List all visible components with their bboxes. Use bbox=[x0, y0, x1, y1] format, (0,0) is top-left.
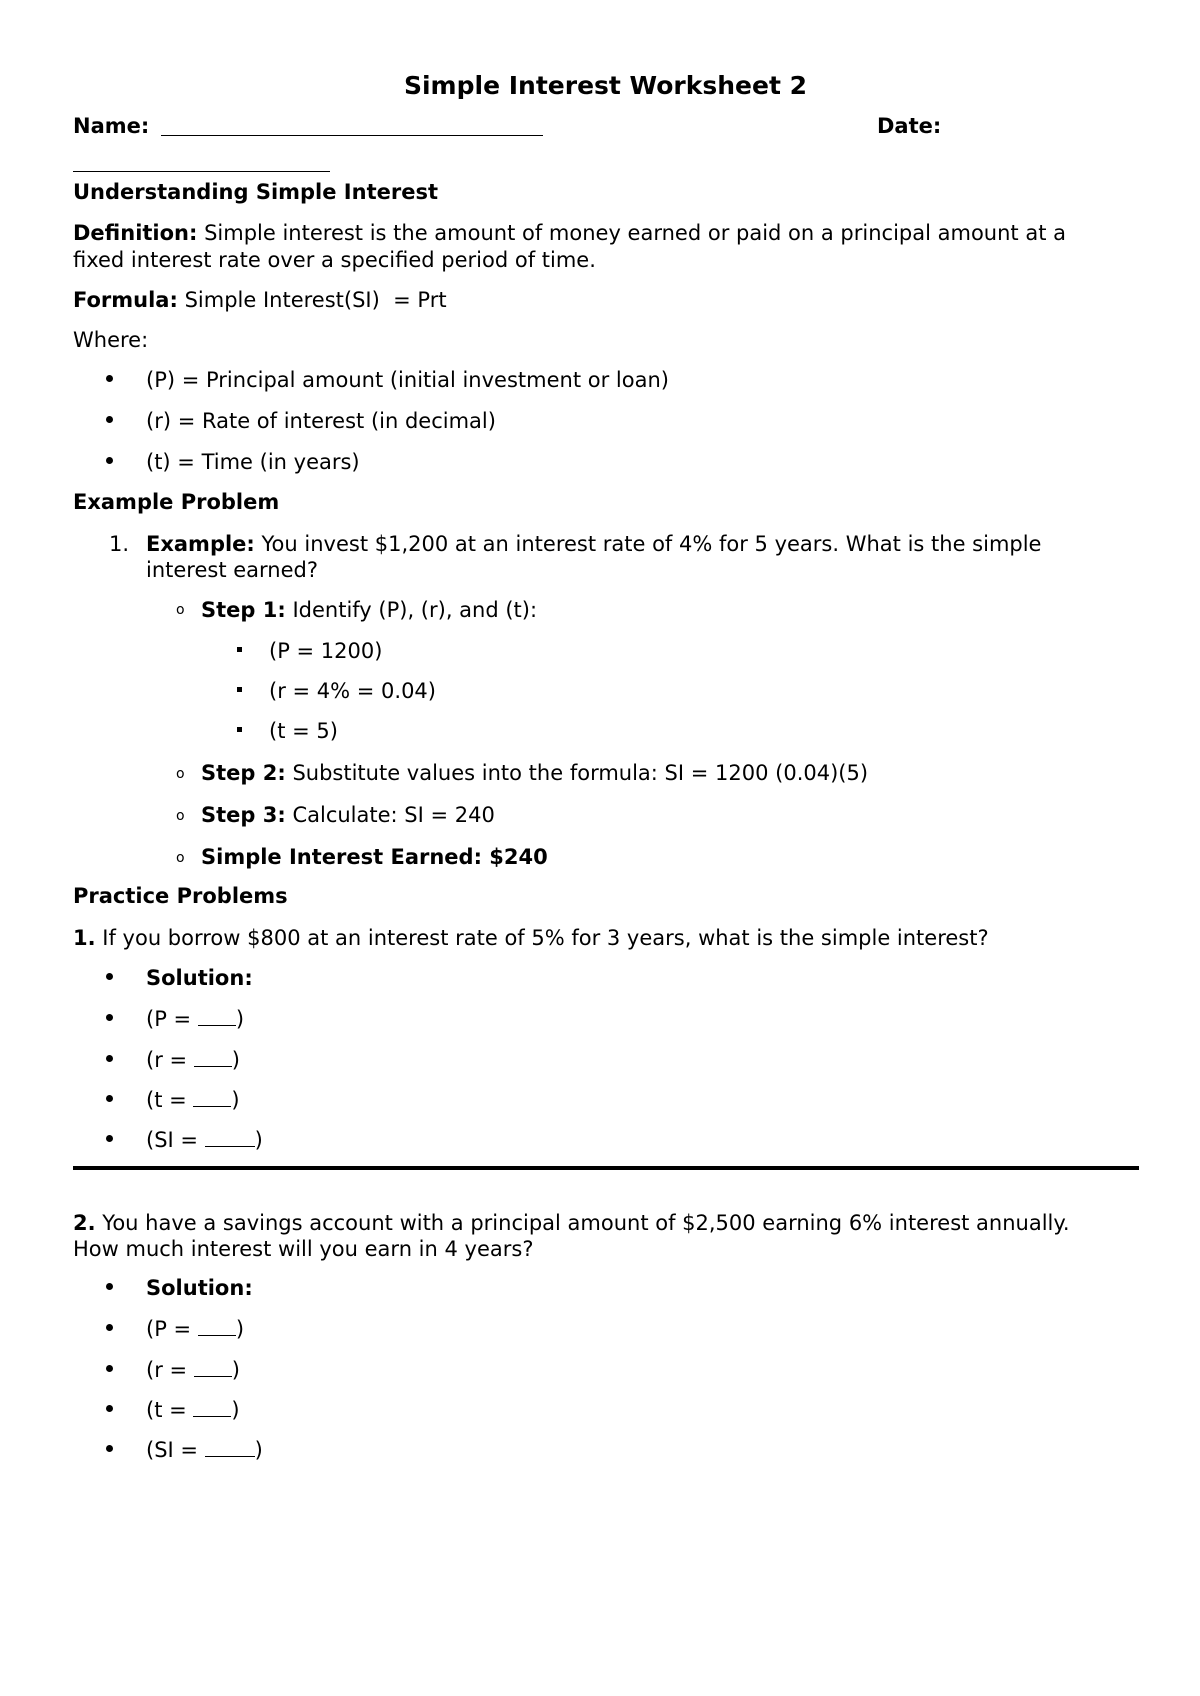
problem-2-text bbox=[73, 1209, 1153, 1237]
answer-blank-p[interactable] bbox=[198, 1007, 236, 1026]
square-bullet-icon bbox=[237, 727, 242, 732]
bullet-icon bbox=[106, 1055, 113, 1062]
solution-label: Solution: bbox=[146, 966, 253, 990]
answer-blank-si[interactable] bbox=[205, 1128, 255, 1147]
field-label: (SI = bbox=[146, 1438, 205, 1462]
problem-question: If you borrow $800 at an interest rate of 5% for 3 years, what is the simple interest? bbox=[102, 926, 989, 950]
problem-1-text bbox=[73, 924, 1139, 952]
date-field[interactable] bbox=[73, 171, 330, 172]
bullet-icon bbox=[106, 457, 113, 464]
problem-number: 2. bbox=[73, 1211, 96, 1235]
bullet-icon bbox=[106, 1283, 113, 1290]
answer-blank-si[interactable] bbox=[205, 1438, 255, 1457]
answer-row-t bbox=[146, 1396, 240, 1424]
step3-label: Step 3: bbox=[201, 803, 286, 827]
circle-bullet-icon: o bbox=[176, 850, 185, 866]
close-paren: ) bbox=[254, 1128, 263, 1152]
example-paragraph bbox=[146, 530, 1139, 558]
field-label: (r = bbox=[146, 1358, 194, 1382]
section-heading-practice: Practice Problems bbox=[73, 884, 288, 908]
formula-paragraph bbox=[73, 286, 447, 314]
page-title: Simple Interest Worksheet 2 bbox=[403, 71, 808, 100]
bullet-icon bbox=[106, 1095, 113, 1102]
section-heading-understanding: Understanding Simple Interest bbox=[73, 180, 438, 204]
close-paren: ) bbox=[231, 1398, 240, 1422]
name-field[interactable] bbox=[161, 135, 543, 136]
solution-label: Solution: bbox=[146, 1276, 253, 1300]
definition-text-2: fixed interest rate over a specified period of time. bbox=[73, 248, 596, 272]
problem-number: 1. bbox=[73, 926, 96, 950]
answer-blank-r[interactable] bbox=[194, 1358, 232, 1377]
field-label: (r = bbox=[146, 1048, 194, 1072]
field-label: (P = bbox=[146, 1317, 198, 1341]
example-number: 1. bbox=[109, 532, 130, 556]
example-label: Example: bbox=[146, 532, 255, 556]
close-paren: ) bbox=[231, 1088, 240, 1112]
step3-paragraph bbox=[201, 801, 495, 829]
problem-question: You have a savings account with a principal amount of $2,500 earning 6% interest annually. bbox=[102, 1211, 1070, 1235]
definition-label: Definition: bbox=[73, 221, 198, 245]
close-paren: ) bbox=[235, 1317, 245, 1341]
answer-row-si bbox=[146, 1126, 263, 1154]
definition-text: Simple interest is the amount of money earned or paid on a principal amount at a bbox=[204, 221, 1066, 245]
section-divider bbox=[73, 1166, 1139, 1170]
example-text-2: interest earned? bbox=[146, 558, 318, 582]
example-text: You invest $1,200 at an interest rate of 4% for 5 years. What is the simple bbox=[261, 532, 1042, 556]
field-label: (P = bbox=[146, 1007, 198, 1031]
answer-row-p bbox=[146, 1005, 244, 1033]
name-label: Name: bbox=[73, 114, 150, 138]
field-label: (t = bbox=[146, 1088, 194, 1112]
bullet-icon bbox=[106, 1405, 113, 1412]
step2-paragraph bbox=[201, 759, 868, 787]
step3-text: Calculate: SI = 240 bbox=[292, 803, 495, 827]
answer-row-r bbox=[146, 1356, 240, 1384]
answer-row-r bbox=[146, 1046, 240, 1074]
section-heading-example: Example Problem bbox=[73, 490, 280, 514]
step2-label: Step 2: bbox=[201, 761, 286, 785]
step1-label: Step 1: bbox=[201, 598, 286, 622]
bullet-icon bbox=[106, 1324, 113, 1331]
where-label: Where: bbox=[73, 328, 149, 352]
bullet-icon bbox=[106, 1445, 113, 1452]
close-paren: ) bbox=[231, 1048, 240, 1072]
bullet-icon bbox=[106, 416, 113, 423]
step1-text: Identify (P), (r), and (t): bbox=[292, 598, 538, 622]
bullet-icon bbox=[106, 973, 113, 980]
circle-bullet-icon: o bbox=[176, 766, 185, 782]
var-item-p: (P) = Principal amount (initial investment or loan) bbox=[146, 368, 669, 392]
step1-item-r: (r = 4% = 0.04) bbox=[269, 679, 436, 703]
example-result: Simple Interest Earned: $240 bbox=[201, 845, 548, 869]
circle-bullet-icon: o bbox=[176, 602, 185, 618]
bullet-icon bbox=[106, 375, 113, 382]
close-paren: ) bbox=[231, 1358, 240, 1382]
definition-paragraph bbox=[73, 219, 1139, 247]
answer-blank-r[interactable] bbox=[194, 1048, 232, 1067]
answer-row-t bbox=[146, 1086, 240, 1114]
step1-item-t: (t = 5) bbox=[269, 719, 338, 743]
step2-text: Substitute values into the formula: SI = 1200 (0.04)(5) bbox=[292, 761, 869, 785]
date-label: Date: bbox=[877, 114, 942, 138]
answer-row-si bbox=[146, 1436, 263, 1464]
bullet-icon bbox=[106, 1135, 113, 1142]
var-item-t: (t) = Time (in years) bbox=[146, 450, 360, 474]
formula-text: Simple Interest(SI) = Prt bbox=[184, 288, 447, 312]
formula-label: Formula: bbox=[73, 288, 178, 312]
close-paren: ) bbox=[235, 1007, 245, 1031]
field-label: (SI = bbox=[146, 1128, 205, 1152]
bullet-icon bbox=[106, 1014, 113, 1021]
step1-item-p: (P = 1200) bbox=[269, 639, 383, 663]
answer-blank-t[interactable] bbox=[193, 1398, 231, 1417]
answer-row-p bbox=[146, 1315, 244, 1343]
bullet-icon bbox=[106, 1365, 113, 1372]
problem-question-2: How much interest will you earn in 4 years? bbox=[73, 1237, 534, 1261]
step1-paragraph bbox=[201, 596, 537, 624]
answer-blank-p[interactable] bbox=[198, 1317, 236, 1336]
square-bullet-icon bbox=[237, 687, 242, 692]
answer-blank-t[interactable] bbox=[193, 1088, 231, 1107]
close-paren: ) bbox=[254, 1438, 263, 1462]
var-item-r: (r) = Rate of interest (in decimal) bbox=[146, 409, 496, 433]
circle-bullet-icon: o bbox=[176, 808, 185, 824]
field-label: (t = bbox=[146, 1398, 194, 1422]
square-bullet-icon bbox=[237, 647, 242, 652]
